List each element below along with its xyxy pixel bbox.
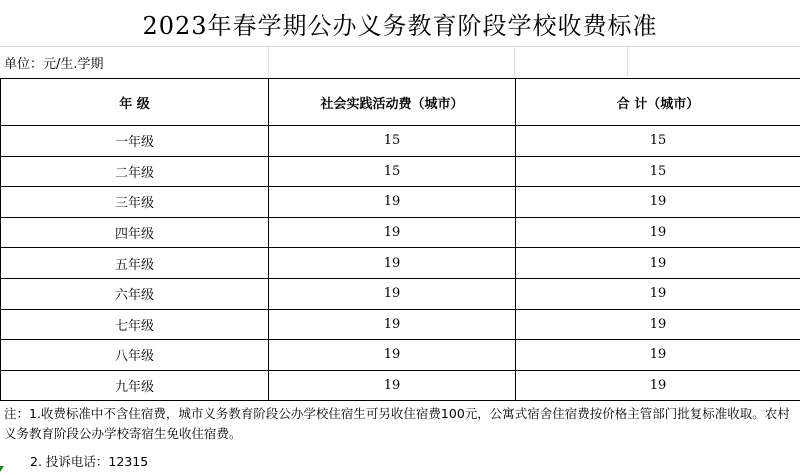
total-cell: 19 [516,309,800,340]
grade-cell: 八年级 [1,340,269,371]
total-cell: 19 [516,278,800,309]
unit-label: 单位：元/生.学期 [4,57,104,72]
total-cell: 15 [516,126,800,157]
complaint-hotline: 2. 投诉电话：12315 [30,454,149,469]
grade-cell: 三年级 [1,187,269,218]
table-row [1,309,800,340]
table-row [1,217,800,248]
table-header-row [1,79,800,126]
fee-cell: 19 [269,278,516,309]
header-grade: 年 级 [1,79,269,126]
table-row [1,248,800,279]
grade-cell: 九年级 [1,370,269,401]
unit-row [0,46,800,77]
fee-cell: 19 [269,340,516,371]
total-cell: 15 [516,156,800,187]
fee-cell: 15 [269,126,516,157]
fee-cell: 19 [269,309,516,340]
table-row [1,340,800,371]
table-row [1,156,800,187]
fee-cell: 19 [269,370,516,401]
gridline [268,46,269,76]
cell-marker-icon [0,466,4,472]
total-cell: 19 [516,248,800,279]
note-text: 注：1.收费标准中不含住宿费，城市义务教育阶段公办学校住宿生可另收住宿费100元，公寓式宿舍住宿费按价格主管部门批复标准收取。农村义务教育阶段公办学校寄宿生免收住宿费。 [4,406,790,441]
total-cell: 19 [516,217,800,248]
gridline [627,46,628,76]
grade-cell: 二年级 [1,156,269,187]
grade-cell: 七年级 [1,309,269,340]
table-row [1,187,800,218]
gridline [514,46,515,76]
header-activity-fee: 社会实践活动费（城市） [269,79,516,126]
table-row [1,370,800,401]
fee-cell: 19 [269,187,516,218]
header-total: 合 计（城市） [516,79,800,126]
table-row [1,278,800,309]
fee-cell: 19 [269,217,516,248]
grade-cell: 五年级 [1,248,269,279]
grade-cell: 一年级 [1,126,269,157]
table-row [1,126,800,157]
total-cell: 19 [516,370,800,401]
fee-table [0,78,800,401]
grade-cell: 六年级 [1,278,269,309]
grade-cell: 四年级 [1,217,269,248]
fee-cell: 15 [269,156,516,187]
fee-cell: 19 [269,248,516,279]
sheet-title: 2023年春学期公办义务教育阶段学校收费标准 [142,11,658,40]
total-cell: 19 [516,340,800,371]
total-cell: 19 [516,187,800,218]
